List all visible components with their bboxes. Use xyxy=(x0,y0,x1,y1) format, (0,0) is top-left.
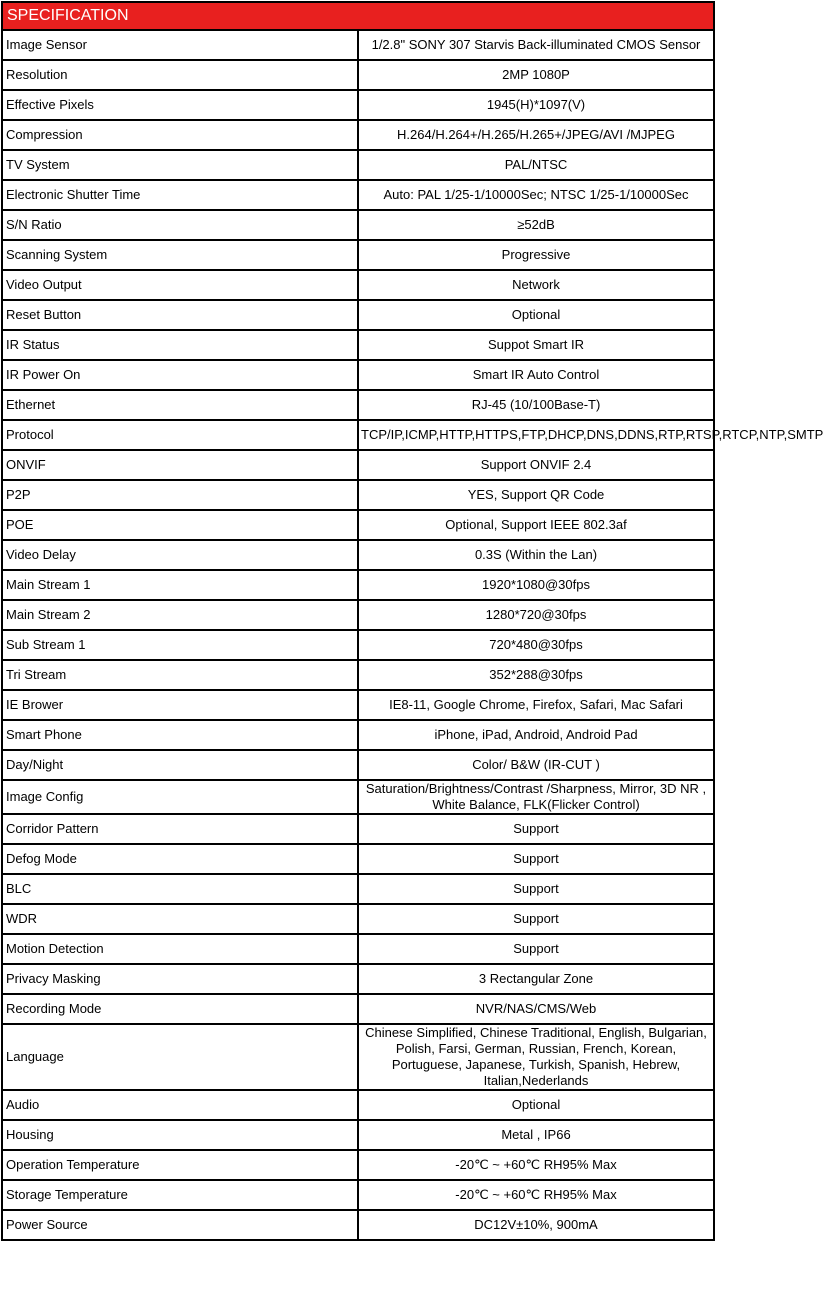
spec-value: 352*288@30fps xyxy=(358,660,714,690)
spec-value: 3 Rectangular Zone xyxy=(358,964,714,994)
spec-row xyxy=(2,1120,714,1150)
spec-label: Main Stream 2 xyxy=(2,600,358,630)
spec-value: Network xyxy=(358,270,714,300)
spec-label: IE Brower xyxy=(2,690,358,720)
spec-label: Image Sensor xyxy=(2,30,358,60)
spec-value: Support xyxy=(358,934,714,964)
spec-row xyxy=(2,1150,714,1180)
spec-table xyxy=(1,1,823,1241)
spec-row xyxy=(2,420,714,450)
spec-row xyxy=(2,1210,714,1240)
spec-label: WDR xyxy=(2,904,358,934)
spec-label: IR Status xyxy=(2,330,358,360)
spec-value: PAL/NTSC xyxy=(358,150,714,180)
spec-value: TCP/IP,ICMP,HTTP,HTTPS,FTP,DHCP,DNS,DDNS,RTP,RTSP,RTCP,NTP,SMTP xyxy=(358,420,714,450)
spec-value: 1920*1080@30fps xyxy=(358,570,714,600)
spec-row xyxy=(2,630,714,660)
spec-row xyxy=(2,150,714,180)
spec-value: 1/2.8" SONY 307 Starvis Back-illuminated CMOS Sensor xyxy=(358,30,714,60)
spec-value: 1280*720@30fps xyxy=(358,600,714,630)
spec-row xyxy=(2,814,714,844)
spec-value: Suppot Smart IR xyxy=(358,330,714,360)
spec-label: Video Delay xyxy=(2,540,358,570)
spec-row xyxy=(2,450,714,480)
spec-label: Defog Mode xyxy=(2,844,358,874)
spec-row xyxy=(2,600,714,630)
spec-row xyxy=(2,540,714,570)
spec-label: Video Output xyxy=(2,270,358,300)
spec-row xyxy=(2,120,714,150)
spec-row xyxy=(2,390,714,420)
spec-label: Resolution xyxy=(2,60,358,90)
spec-label: Sub Stream 1 xyxy=(2,630,358,660)
spec-value: -20℃ ~ +60℃ RH95% Max xyxy=(358,1150,714,1180)
spec-label: Privacy Masking xyxy=(2,964,358,994)
spec-value: Saturation/Brightness/Contrast /Sharpness, Mirror, 3D NR , White Balance, FLK(Flicker Control) xyxy=(358,780,714,814)
spec-value: Support xyxy=(358,874,714,904)
spec-label: Effective Pixels xyxy=(2,90,358,120)
spec-value: -20℃ ~ +60℃ RH95% Max xyxy=(358,1180,714,1210)
spec-row xyxy=(2,660,714,690)
spec-row xyxy=(2,1024,714,1090)
spec-row xyxy=(2,360,714,390)
spec-value: NVR/NAS/CMS/Web xyxy=(358,994,714,1024)
spec-row xyxy=(2,240,714,270)
spec-row xyxy=(2,570,714,600)
spec-label: Compression xyxy=(2,120,358,150)
spec-value: 1945(H)*1097(V) xyxy=(358,90,714,120)
spec-row xyxy=(2,844,714,874)
spec-value: 2MP 1080P xyxy=(358,60,714,90)
spec-value: Support ONVIF 2.4 xyxy=(358,450,714,480)
spec-row xyxy=(2,330,714,360)
spec-label: Housing xyxy=(2,1120,358,1150)
spec-value: Progressive xyxy=(358,240,714,270)
spec-label: Scanning System xyxy=(2,240,358,270)
spec-label: Operation Temperature xyxy=(2,1150,358,1180)
spec-value: Metal , IP66 xyxy=(358,1120,714,1150)
spec-label: Day/Night xyxy=(2,750,358,780)
spec-row xyxy=(2,750,714,780)
spec-label: TV System xyxy=(2,150,358,180)
spec-label: Language xyxy=(2,1024,358,1090)
spec-label: Main Stream 1 xyxy=(2,570,358,600)
spec-value: DC12V±10%, 900mA xyxy=(358,1210,714,1240)
spec-label: Tri Stream xyxy=(2,660,358,690)
spec-value: Smart IR Auto Control xyxy=(358,360,714,390)
spec-row xyxy=(2,270,714,300)
spec-value: Optional xyxy=(358,300,714,330)
spec-label: Protocol xyxy=(2,420,358,450)
spec-label: Corridor Pattern xyxy=(2,814,358,844)
spec-label: IR Power On xyxy=(2,360,358,390)
spec-label: Image Config xyxy=(2,780,358,814)
spec-row xyxy=(2,210,714,240)
spec-row xyxy=(2,510,714,540)
spec-row xyxy=(2,180,714,210)
spec-label: P2P xyxy=(2,480,358,510)
spec-label: Electronic Shutter Time xyxy=(2,180,358,210)
spec-value: RJ-45 (10/100Base-T) xyxy=(358,390,714,420)
spec-row xyxy=(2,780,714,814)
spec-row xyxy=(2,874,714,904)
spec-row xyxy=(2,300,714,330)
spec-row xyxy=(2,994,714,1024)
spec-row xyxy=(2,90,714,120)
spec-header-row xyxy=(2,2,714,30)
spec-title: SPECIFICATION xyxy=(2,2,714,30)
spec-row xyxy=(2,934,714,964)
spec-value: YES, Support QR Code xyxy=(358,480,714,510)
spec-value: Color/ B&W (IR-CUT ) xyxy=(358,750,714,780)
spec-value: Support xyxy=(358,844,714,874)
spec-row xyxy=(2,1180,714,1210)
spec-value: Support xyxy=(358,904,714,934)
spec-label: Smart Phone xyxy=(2,720,358,750)
spec-row xyxy=(2,30,714,60)
spec-value: ≥52dB xyxy=(358,210,714,240)
spec-label: POE xyxy=(2,510,358,540)
spec-row xyxy=(2,690,714,720)
spec-value: 0.3S (Within the Lan) xyxy=(358,540,714,570)
spec-value: IE8-11, Google Chrome, Firefox, Safari, Mac Safari xyxy=(358,690,714,720)
spec-label: Reset Button xyxy=(2,300,358,330)
spec-label: BLC xyxy=(2,874,358,904)
spec-label: Recording Mode xyxy=(2,994,358,1024)
spec-value: Auto: PAL 1/25-1/10000Sec; NTSC 1/25-1/10000Sec xyxy=(358,180,714,210)
spec-row xyxy=(2,720,714,750)
spec-row xyxy=(2,964,714,994)
spec-label: ONVIF xyxy=(2,450,358,480)
spec-label: Storage Temperature xyxy=(2,1180,358,1210)
spec-value: Support xyxy=(358,814,714,844)
spec-value: Optional xyxy=(358,1090,714,1120)
spec-value: Optional, Support IEEE 802.3af xyxy=(358,510,714,540)
spec-row xyxy=(2,904,714,934)
spec-row xyxy=(2,480,714,510)
spec-value: iPhone, iPad, Android, Android Pad xyxy=(358,720,714,750)
spec-value: H.264/H.264+/H.265/H.265+/JPEG/AVI /MJPEG xyxy=(358,120,714,150)
spec-row xyxy=(2,60,714,90)
spec-row xyxy=(2,1090,714,1120)
specification-sheet xyxy=(1,1,823,1241)
spec-label: Ethernet xyxy=(2,390,358,420)
spec-label: Motion Detection xyxy=(2,934,358,964)
spec-label: Audio xyxy=(2,1090,358,1120)
spec-value: Chinese Simplified, Chinese Traditional, English, Bulgarian, Polish, Farsi, German, Russian, French, Korean, Portuguese, Japanese, Turkish, Spanish, Hebrew, Italian,Nederlands xyxy=(358,1024,714,1090)
spec-label: S/N Ratio xyxy=(2,210,358,240)
spec-label: Power Source xyxy=(2,1210,358,1240)
spec-value: 720*480@30fps xyxy=(358,630,714,660)
